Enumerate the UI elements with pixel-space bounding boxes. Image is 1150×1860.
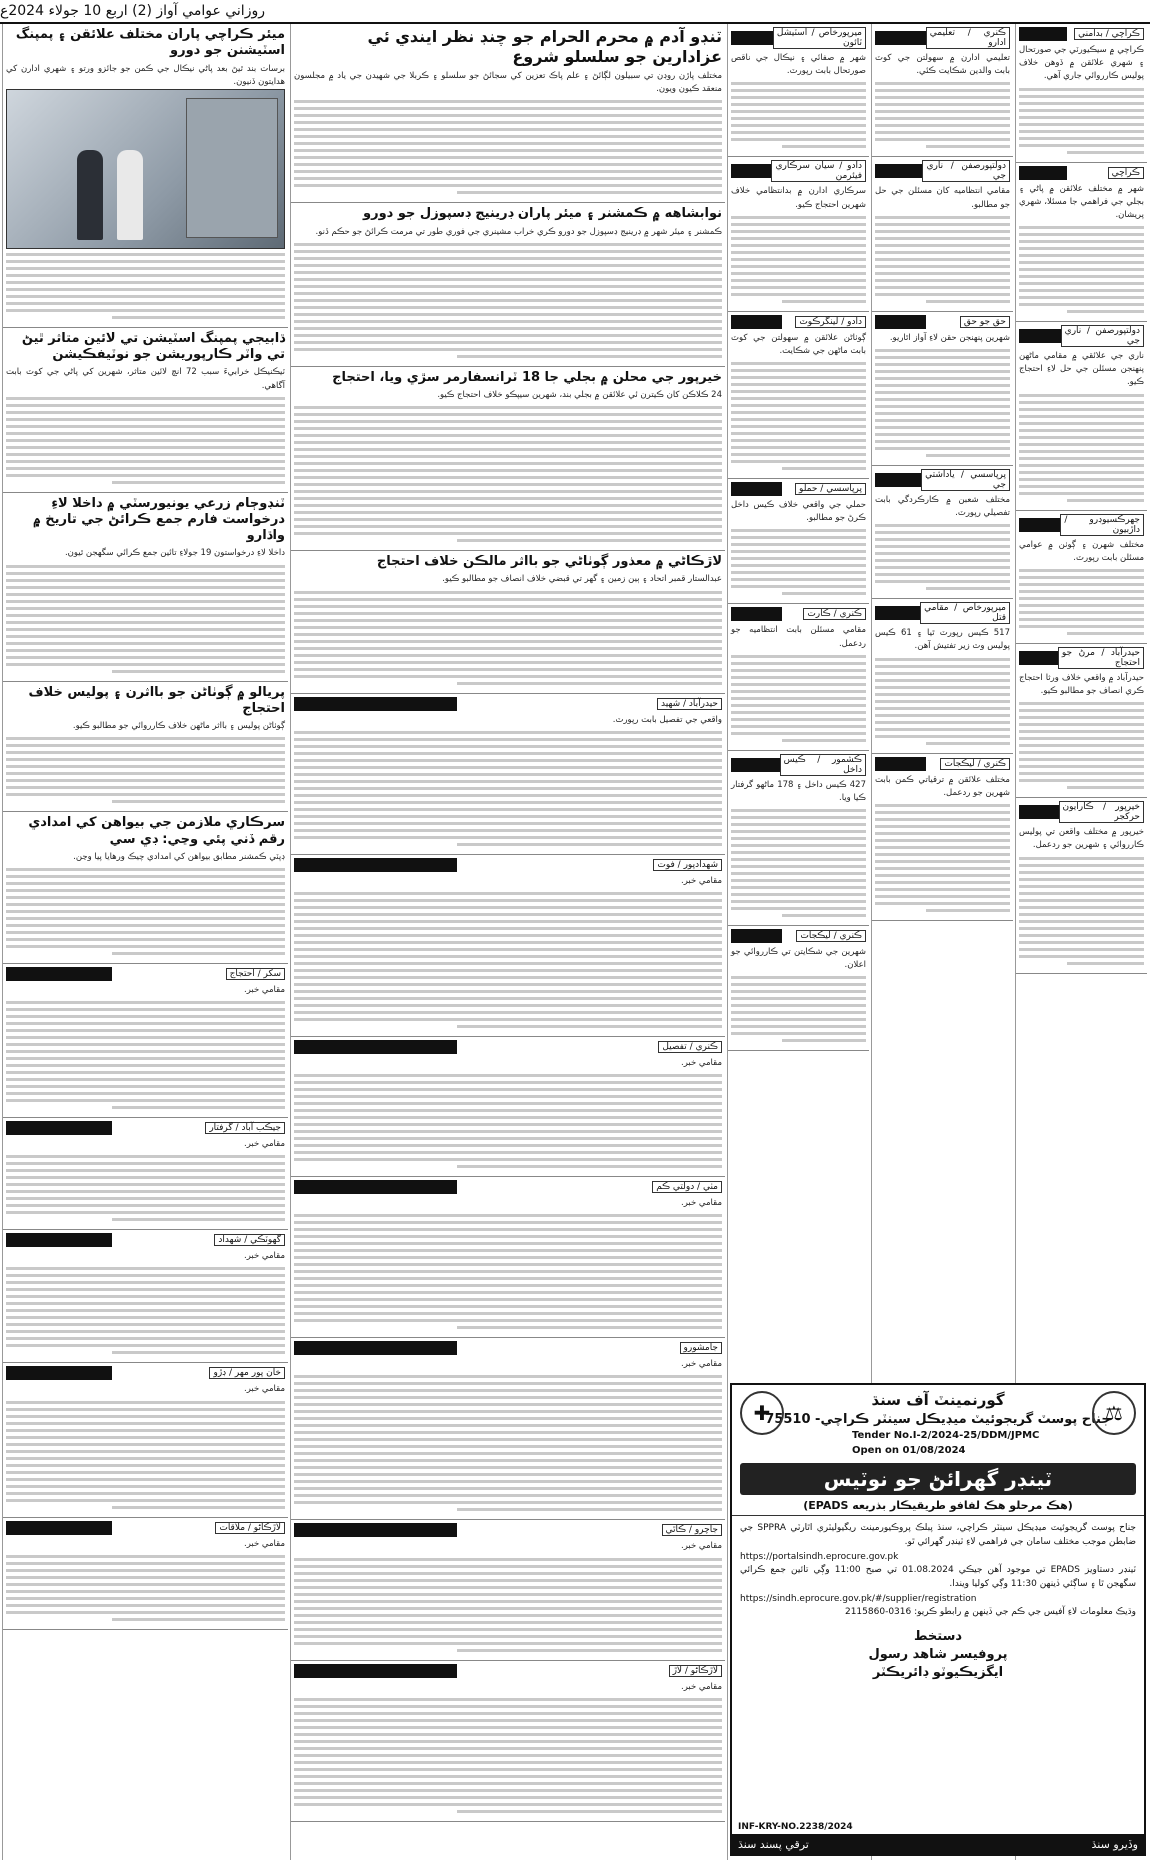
story-logo-bar [731,31,773,45]
story-text-lines [875,349,1010,457]
ad-reference: INF-KRY-NO.2238/2024 [738,1822,853,1832]
news-story [3,682,288,813]
news-story [291,1037,725,1177]
ad-government: گورنمينٽ آف سنڌ [871,1391,1005,1409]
news-story [872,599,1013,753]
column-5 [2,24,288,1860]
story-place: لاڙڪاڻو / ملاقات [215,1522,285,1534]
story-logo-bar [1019,651,1058,665]
story-logo-bar [875,315,926,329]
story-text: ناري جي علائقي ۾ مقامي ماڻهن پنهنجن مسئلن جي حل لاءِ احتجاج ڪيو. [1019,351,1144,388]
news-photo [6,89,285,249]
ad-institution: جناح پوسٽ گريجوئيٽ ميڊيڪل سينٽر ڪراچي- 75510 [765,1412,1111,1427]
ad-sign-name: پروفيسر شاهد رسول [868,1646,1008,1662]
story-place: ڪنري / تفصيل [658,1041,722,1053]
story-text: مختلف شعبن ۾ ڪارڪردگي بابت تفصيلي رپورٽ. [875,494,1010,519]
story-logo-bar [731,607,782,621]
story-text: ٽيڪنيڪل خرابيءَ سبب 72 انچ لائين متاثر، شهرين کي پاڻي جي کوٽ بابت آگاهي. [6,367,285,391]
story-text: حملي جي واقعي خلاف ڪيس داخل ڪرڻ جو مطالبو. [731,500,866,524]
story-logo-bar [875,757,926,771]
story-logo-bar [294,1664,457,1678]
story-text: شهر ۾ مختلف علائقن ۾ پاڻي ۽ بجلي جي فراهمي جا مسئلا، شهري پريشان. [1019,183,1144,220]
news-story [291,203,725,366]
story-headline: نوابشاهه ۾ ڪمشنر ۽ ميئر پاران ڊرينيج ڊسپوزل جو دورو [363,206,722,222]
story-place: مٺي / دولتي ڪم [652,1181,722,1193]
story-text: واقعي جي تفصيل بابت رپورٽ. [612,714,722,725]
story-headline: ميئر ڪراچي پاران مختلف علائقن ۽ پمپنگ اسٽيشنن جو دورو [15,27,285,59]
story-logo-bar [1019,518,1060,532]
story-kicker [294,858,722,872]
story-text-lines [6,1401,285,1509]
ad-sign-title: ايگزيڪيوٽو ڊائريڪٽر [872,1665,1004,1681]
story-place: جيڪب آباد / گرفتار [205,1122,285,1134]
story-logo-bar [6,1366,112,1380]
story-place: حيدرآباد / مرڻ جو احتجاج [1058,647,1144,669]
story-logo-bar [731,482,782,496]
news-story [291,855,725,1037]
news-story [872,24,1013,157]
story-place: حق جو حق [960,316,1010,328]
story-place: ڪراچي / بدامني [1074,28,1144,40]
story-text: حيدرآباد ۾ واقعي خلاف ورثا احتجاج ڪري انصاف جو مطالبو ڪيو. [1019,672,1144,697]
news-story [1016,322,1147,511]
story-logo-bar [731,758,780,772]
story-place: پرپاسسي / حملو [795,483,866,495]
story-text: مقامي خبر. [681,1198,722,1209]
story-kicker [731,482,866,496]
ad-paragraph-3: وڌيڪ معلومات لاءِ آفيس جي ڪم جي ڏينهن ۾ رابطو ڪريو: 0316-2115860 [844,1606,1136,1617]
ad-paragraph-2: ٽينڊر دستاويز EPADS تي موجود آهن جيڪي 01.08.2024 تي صبح 11:00 وڳي تائين جمع ڪرائي سگهجن ٿا ۽ ساڳئي ڏينهن 11:30 وڳي کوليا ويندا. [740,1564,1136,1589]
story-kicker [6,1521,285,1535]
news-story [291,367,725,551]
story-text: عبدالستار قمبر اتحاد ۽ ٻين زمين ۽ گهر تي قبضي خلاف انصاف جو مطالبو ڪيو. [442,574,722,585]
story-place: لاڙڪاڻو / لاڙ [669,1665,722,1677]
story-kicker [294,1180,722,1194]
news-story [872,466,1013,599]
story-kicker [294,1523,722,1537]
story-text-lines [294,1214,722,1329]
story-text: شهرين جي شڪايتن تي ڪارروائي جو اعلان. [731,947,866,971]
story-kicker [1019,325,1144,347]
story-text-lines [875,216,1010,303]
story-headline: خيرپور جي محلن ۾ بجلي جا 18 ٽرانسفارمر سڙي ويا، احتجاج [332,369,722,385]
story-text: مقامي مسئلن بابت انتظاميه جو ردعمل. [731,625,866,649]
story-text: مقامي خبر. [681,1541,722,1552]
story-logo-bar [1019,805,1059,819]
story-logo-bar [731,315,782,329]
story-place: دادو / لينگرڪوٽ [795,316,866,328]
story-kicker [731,315,866,329]
story-text: مقامي خبر. [244,984,285,995]
story-text-lines [875,524,1010,590]
story-logo-bar [875,31,926,45]
story-text-lines [875,658,1010,745]
story-text-lines [6,397,285,484]
story-text: 427 ڪيس داخل ۽ 178 ماڻهو گرفتار ڪيا ويا. [731,779,866,803]
news-story [3,328,288,493]
ad-tender-no: Tender No.I-2/2024-25/DDM/JPMC [852,1430,1040,1441]
story-text-lines [6,1001,285,1109]
news-story [872,312,1013,466]
story-kicker [6,1233,285,1247]
story-logo-bar [731,929,782,943]
story-text-lines [294,100,722,194]
story-logo-bar [294,1341,457,1355]
sindh-seal-icon: ⚖ [1092,1391,1136,1435]
story-kicker [294,697,722,711]
story-text-lines [294,591,722,685]
story-logo-bar [1019,166,1067,180]
story-text-lines [6,1555,285,1621]
story-logo-bar [1019,329,1061,343]
story-text-lines [294,1375,722,1511]
story-place: گهوٽڪي / شهداد [214,1234,285,1246]
story-place: ڪراچي [1108,167,1144,179]
news-story [3,812,288,964]
news-story [728,604,869,750]
ad-url-registration[interactable]: https://sindh.eprocure.gov.pk/#/supplier/registration [740,1593,977,1604]
story-place: حيدرآباد / شهيد [657,698,722,710]
story-text: مقامي انتظاميه کان مسئلن جي حل جو مطالبو. [875,186,1010,210]
story-place: سکر / احتجاج [226,968,285,980]
story-place: شهدادپور / فوت [653,859,722,871]
story-text-lines [294,1558,722,1652]
news-story [291,24,725,203]
jpmc-seal-icon: ✚ [740,1391,784,1435]
story-kicker [294,1341,722,1355]
story-place: دولتپورصفن / ناري جي [922,160,1010,182]
story-place: خان پور مهر / ڊڙو [209,1367,285,1379]
story-text-lines [731,809,866,917]
story-text-lines [294,1698,722,1813]
story-text-lines [731,362,866,470]
story-logo-bar [294,1180,457,1194]
story-kicker [731,929,866,943]
story-text-lines [294,892,722,1028]
news-story [291,1661,725,1822]
story-logo-bar [6,967,112,981]
news-story [291,551,725,693]
story-text: سرڪاري ادارن ۾ بدانتظامي خلاف شهرين احتجاج ڪيو. [731,186,866,210]
story-kicker [875,757,1010,771]
story-kicker [731,27,866,49]
news-story [872,754,1013,921]
story-text-lines [1019,226,1144,313]
news-story [728,312,869,479]
story-text-lines [1019,569,1144,635]
story-place: دولتپورصفن / ناري جي [1061,325,1144,347]
story-text-lines [294,243,722,358]
ad-paragraph-1: جناح پوسٽ گريجوئيٽ ميڊيڪل سينٽر ڪراچي، سنڌ پبلڪ پروڪيورمينٽ ريگيوليٽري اٿارٽي SPPRA جي ضابطن موجب مختلف سامان جي فراهمي لاءِ ٽينڊر گهرائي ٿو. [740,1523,1136,1547]
news-story [1016,24,1147,163]
story-text: مختلف پاڙن روڊن تي سبيلون لڳائڻ ۽ علم پاڪ تعزين کي سجائڻ جو سلسلو ۽ ڪربلا جي شهيدن جي ياد ۾ مجلسون منعقد ڪيون ويون. [294,71,722,95]
story-kicker [731,607,866,621]
ad-signature [732,1628,1144,1683]
story-kicker [1019,801,1144,823]
news-story [728,479,869,604]
story-text-lines [6,868,285,955]
story-text: مختلف علائقن ۾ ترقياتي ڪمن بابت شهرين جو ردعمل. [875,774,1010,798]
story-text-lines [875,804,1010,912]
news-story [872,157,1013,311]
story-text-lines [6,253,285,319]
story-text-lines [1019,394,1144,502]
story-text-lines [1019,702,1144,789]
story-kicker [294,1664,722,1678]
story-headline: ٽنڊوڄام زرعي يونيورسٽي ۾ داخلا لاءِ درخواست فارم جمع ڪرائڻ جي تاريخ ۾ واڌارو [33,495,285,544]
story-text: 517 ڪيس رپورٽ ٿيا ۽ 61 ڪيس پوليس وٽ زير تفتيش آهن. [875,628,1010,652]
story-text: شهر ۾ صفائي ۽ نيڪال جي ناقص صورتحال بابت رپورٽ. [731,53,866,77]
news-story [3,493,288,682]
story-place: جامشورو [680,1342,723,1354]
news-story [3,964,288,1118]
news-story [291,1520,725,1660]
news-story [3,1230,288,1363]
story-text-lines [731,82,866,148]
ad-subtitle: (هڪ مرحلو هڪ لفافو طريقيڪار بذريعه EPADS) [732,1499,1144,1516]
story-kicker [1019,514,1144,536]
story-text-lines [731,529,866,595]
story-text-lines [731,216,866,303]
story-place: پرپاسسي / ياداشتي جي [921,469,1010,491]
story-place: خيرپور / ڪارايون حركجر [1059,801,1144,823]
story-kicker [294,1040,722,1054]
story-logo-bar [294,697,457,711]
story-text: ڪراچي ۾ سيڪيورٽي جي صورتحال ۽ شهري علائقن ۾ ڏوهن خلاف پوليس ڪارروائي جاري آهي. [1019,45,1144,82]
news-story [728,926,869,1051]
story-place: ڪنري / تعليمي ادارو [926,27,1010,49]
story-text-lines [294,1074,722,1168]
ad-footer-left: وڏيرو سنڌ [1091,1837,1138,1851]
story-text: ڳوٺاڻن علائقن ۾ سهولتن جي کوٽ بابت ماڻهن جي شڪايت. [731,332,866,356]
news-story [3,1518,288,1630]
news-story [1016,511,1147,644]
story-text: برسات بند ٿيڻ بعد پاڻي نيڪال جي ڪمن جو جائزو ورتو ۽ شهري ادارن کي هدايتون ڏنيون. [6,63,285,87]
ad-url-portal[interactable]: https://portalsindh.eprocure.gov.pk [740,1551,899,1562]
story-logo-bar [875,606,920,620]
story-text: خيرپور ۾ مختلف واقعن تي پوليس ڪارروائي ۽ شهرين جو ردعمل. [1019,827,1144,851]
story-kicker [875,315,1010,329]
story-text-lines [875,82,1010,148]
story-text: مقامي خبر. [681,875,722,886]
news-story [291,1177,725,1338]
ad-sign-label: دستخط [913,1628,963,1644]
story-text-lines [731,976,866,1042]
story-headline: لاڙڪاڻي ۾ معذور ڳوٺاڻي جو بااثر مالڪن خلاف احتجاج [376,554,722,570]
story-logo-bar [6,1521,112,1535]
news-story [3,24,288,328]
story-kicker [1019,27,1144,41]
story-kicker [1019,166,1144,180]
story-text: مقامي خبر. [244,1384,285,1395]
story-logo-bar [294,858,457,872]
story-place: ڪشمور / ڪيس داخل [780,754,866,776]
story-kicker [1019,647,1144,669]
story-headline: ڌابيجي پمپنگ اسٽيشن تي لائين متاثر ٿيڻ تي واٽر ڪارپوريشن جو نوٽيفڪيشن [21,330,285,363]
story-logo-bar [294,1040,457,1054]
story-text: مقامي خبر. [681,1359,722,1370]
story-place: ميرپورخاص / مقامي قتل [920,602,1010,624]
news-story [1016,798,1147,973]
story-text-lines [6,737,285,803]
story-place: جاچرو / ڪاٿي [662,1524,723,1536]
story-logo-bar [1019,27,1067,41]
story-logo-bar [731,164,771,178]
story-text: مختلف شهرن ۽ ڳوٺن ۾ عوامي مسئلن بابت رپورٽ. [1019,539,1144,563]
story-headline: سرڪاري ملازمن جي بيواهن کي امدادي رقم ڏني پئي وڃي: ڊي سي [28,815,285,847]
column-4 [290,24,725,1860]
story-place: ميرپورخاص / اسٽيشل ٽائون [773,27,866,49]
news-story [291,1338,725,1520]
story-place: ڪنري / ليڪجات [940,758,1010,770]
story-kicker [875,602,1010,624]
news-story [728,157,869,311]
news-story [728,24,869,157]
story-text-lines [6,1267,285,1354]
news-story [291,694,725,855]
story-kicker [875,160,1010,182]
story-logo-bar [294,1523,457,1537]
story-logo-bar [6,1233,112,1247]
story-text: ڪمشنر ۽ ميئر شهر ۾ ڊرينيج ڊسپوزل جو دورو ڪري خراب مشينري جي فوري طور تي مرمت ڪرائڻ جو حڪم ڏنو. [315,226,722,237]
story-text-lines [294,406,722,542]
ad-title: ٽينڊر گهرائڻ جو نوٽيس [740,1463,1136,1495]
ad-footer-right: ترقي پسند سنڌ [738,1837,809,1851]
story-headline: ٽنڊو آدم ۾ محرم الحرام جو چنڊ نظر ايندي ئي عزادارين جو سلسلو شروع [367,27,722,66]
story-kicker [6,1121,285,1135]
ad-footer [732,1834,1144,1854]
story-text: داخلا لاءِ درخواستون 19 جولاءِ تائين جمع ڪرائي سگهجن ٿيون. [64,548,285,559]
story-place: ڪنري / ليڪجات [796,930,866,942]
story-text-lines [6,565,285,673]
story-place: جهرڪسيوڊرو / داڙبيون [1060,514,1144,536]
story-kicker [875,27,1010,49]
story-text: مقامي خبر. [681,1057,722,1068]
story-place: ڪنري / ڪارت [803,608,866,620]
tender-notice-ad [730,1383,1146,1856]
story-kicker [731,160,866,182]
story-logo-bar [875,473,921,487]
story-kicker [6,967,285,981]
story-logo-bar [6,1121,112,1135]
story-text: مقامي خبر. [244,1251,285,1262]
story-text: ڊپٽي ڪمشنر مطابق بيواهن کي امدادي چيڪ ورهايا پيا وڃن. [73,851,285,862]
story-text-lines [1019,88,1144,154]
ad-open-date: Open on 01/08/2024 [852,1445,966,1456]
masthead: روزاني عوامي آواز (2) اربع 10 جولاء 2024ع [0,0,1150,24]
story-text-lines [6,1155,285,1221]
story-text: شهرين پنهنجن حقن لاءِ آواز اٿاريو. [889,332,1010,343]
news-story [728,751,869,926]
story-text: ڳوٺاڻن پوليس ۽ بااثر ماڻهن خلاف ڪارروائي جو مطالبو ڪيو. [72,721,285,732]
story-headline: پريالو ۾ ڳوٺاڻن جو بااثرن ۽ پوليس خلاف احتجاج [28,684,285,716]
story-kicker [875,469,1010,491]
news-story [1016,644,1147,798]
story-text-lines [294,731,722,846]
story-kicker [6,1366,285,1380]
story-kicker [731,754,866,776]
story-text: تعليمي ادارن ۾ سهولتن جي کوٽ بابت والدين شڪايت ڪئي. [875,53,1010,77]
story-logo-bar [875,164,922,178]
story-place: دادو / سيان سرڪاري فيئرمن [771,160,866,182]
story-text: مقامي خبر. [681,1681,722,1692]
news-story [3,1118,288,1230]
news-story [1016,163,1147,323]
story-text: 24 ڪلاڪن کان ڪيترن ئي علائقن ۾ بجلي بند، شهرين سيپڪو خلاف احتجاج ڪيو. [437,390,722,401]
story-text: مقامي خبر. [244,1139,285,1150]
story-text-lines [731,655,866,742]
news-story [3,1363,288,1517]
story-text-lines [1019,857,1144,965]
story-text: مقامي خبر. [244,1538,285,1549]
